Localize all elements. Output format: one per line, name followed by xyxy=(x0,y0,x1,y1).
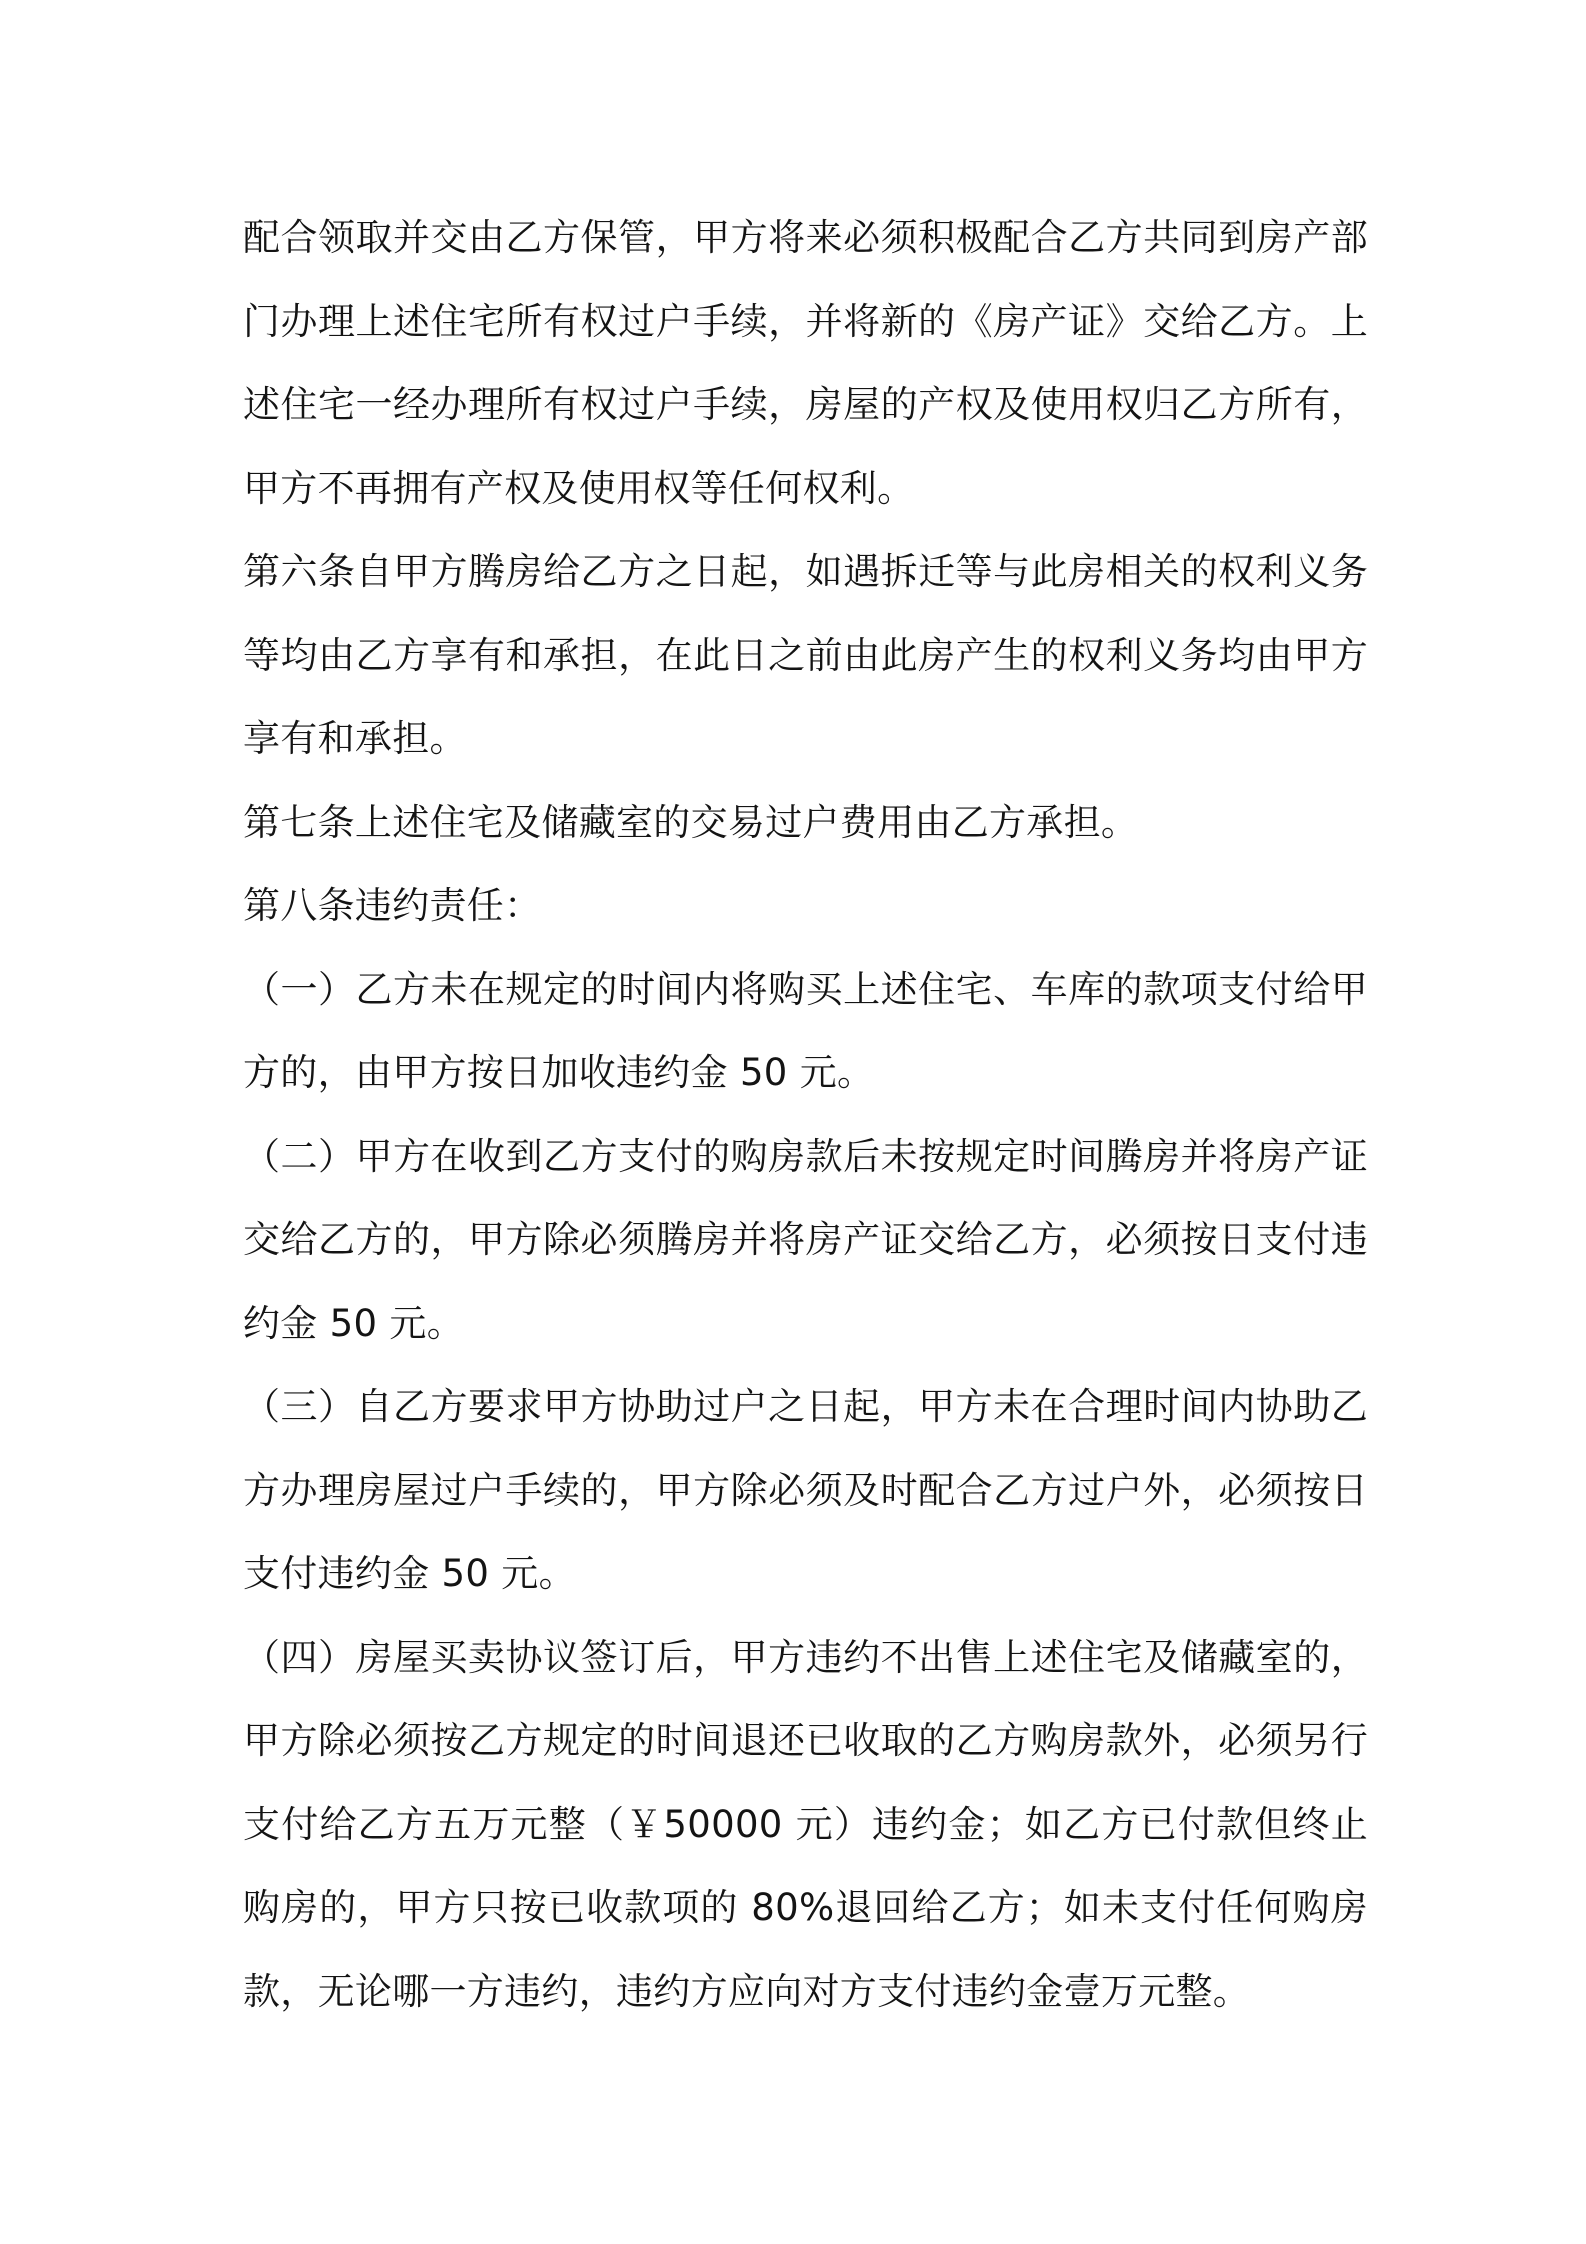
paragraph-clause-1: （一）乙方未在规定的时间内将购买上述住宅、车库的款项支付给甲方的，由甲方按日加收违约金 50 元。 xyxy=(243,967,1368,1094)
paragraph-article-7: 第七条上述住宅及储藏室的交易过户费用由乙方承担。 xyxy=(243,800,1139,844)
paragraph-property-transfer: 配合领取并交由乙方保管，甲方将来必须积极配合乙方共同到房产部门办理上述住宅所有权过户手续，并将新的《房产证》交给乙方。上述住宅一经办理所有权过户手续，房屋的产权及使用权归乙方所有，甲方不再拥有产权及使用权等任何权利。 xyxy=(243,216,1368,510)
paragraph-article-8-heading: 第八条违约责任： xyxy=(243,884,542,927)
paragraph-clause-2: （二）甲方在收到乙方支付的购房款后未按规定时间腾房并将房产证交给乙方的，甲方除必须腾房并将房产证交给乙方，必须按日支付违约金 50 元。 xyxy=(243,1134,1368,1345)
paragraph-article-6: 第六条自甲方腾房给乙方之日起，如遇拆迁等与此房相关的权利义务等均由乙方享有和承担，在此日之前由此房产生的权利义务均由甲方享有和承担。 xyxy=(243,550,1368,760)
document-body xyxy=(243,196,1368,2033)
paragraph-clause-4: （四）房屋买卖协议签订后，甲方违约不出售上述住宅及储藏室的，甲方除必须按乙方规定的时间退还已收取的乙方购房款外，必须另行支付给乙方五万元整（￥50000 元）违约金；如乙方已付款但终止购房的，甲方只按已收款项的 80%退回给乙方；如未支付任何购房款，无论哪一方违约，违约方应向对方支付违约金壹万元整。 xyxy=(243,1635,1368,2013)
paragraph-clause-3: （三）自乙方要求甲方协助过户之日起，甲方未在合理时间内协助乙方办理房屋过户手续的，甲方除必须及时配合乙方过户外，必须按日支付违约金 50 元。 xyxy=(243,1385,1368,1595)
